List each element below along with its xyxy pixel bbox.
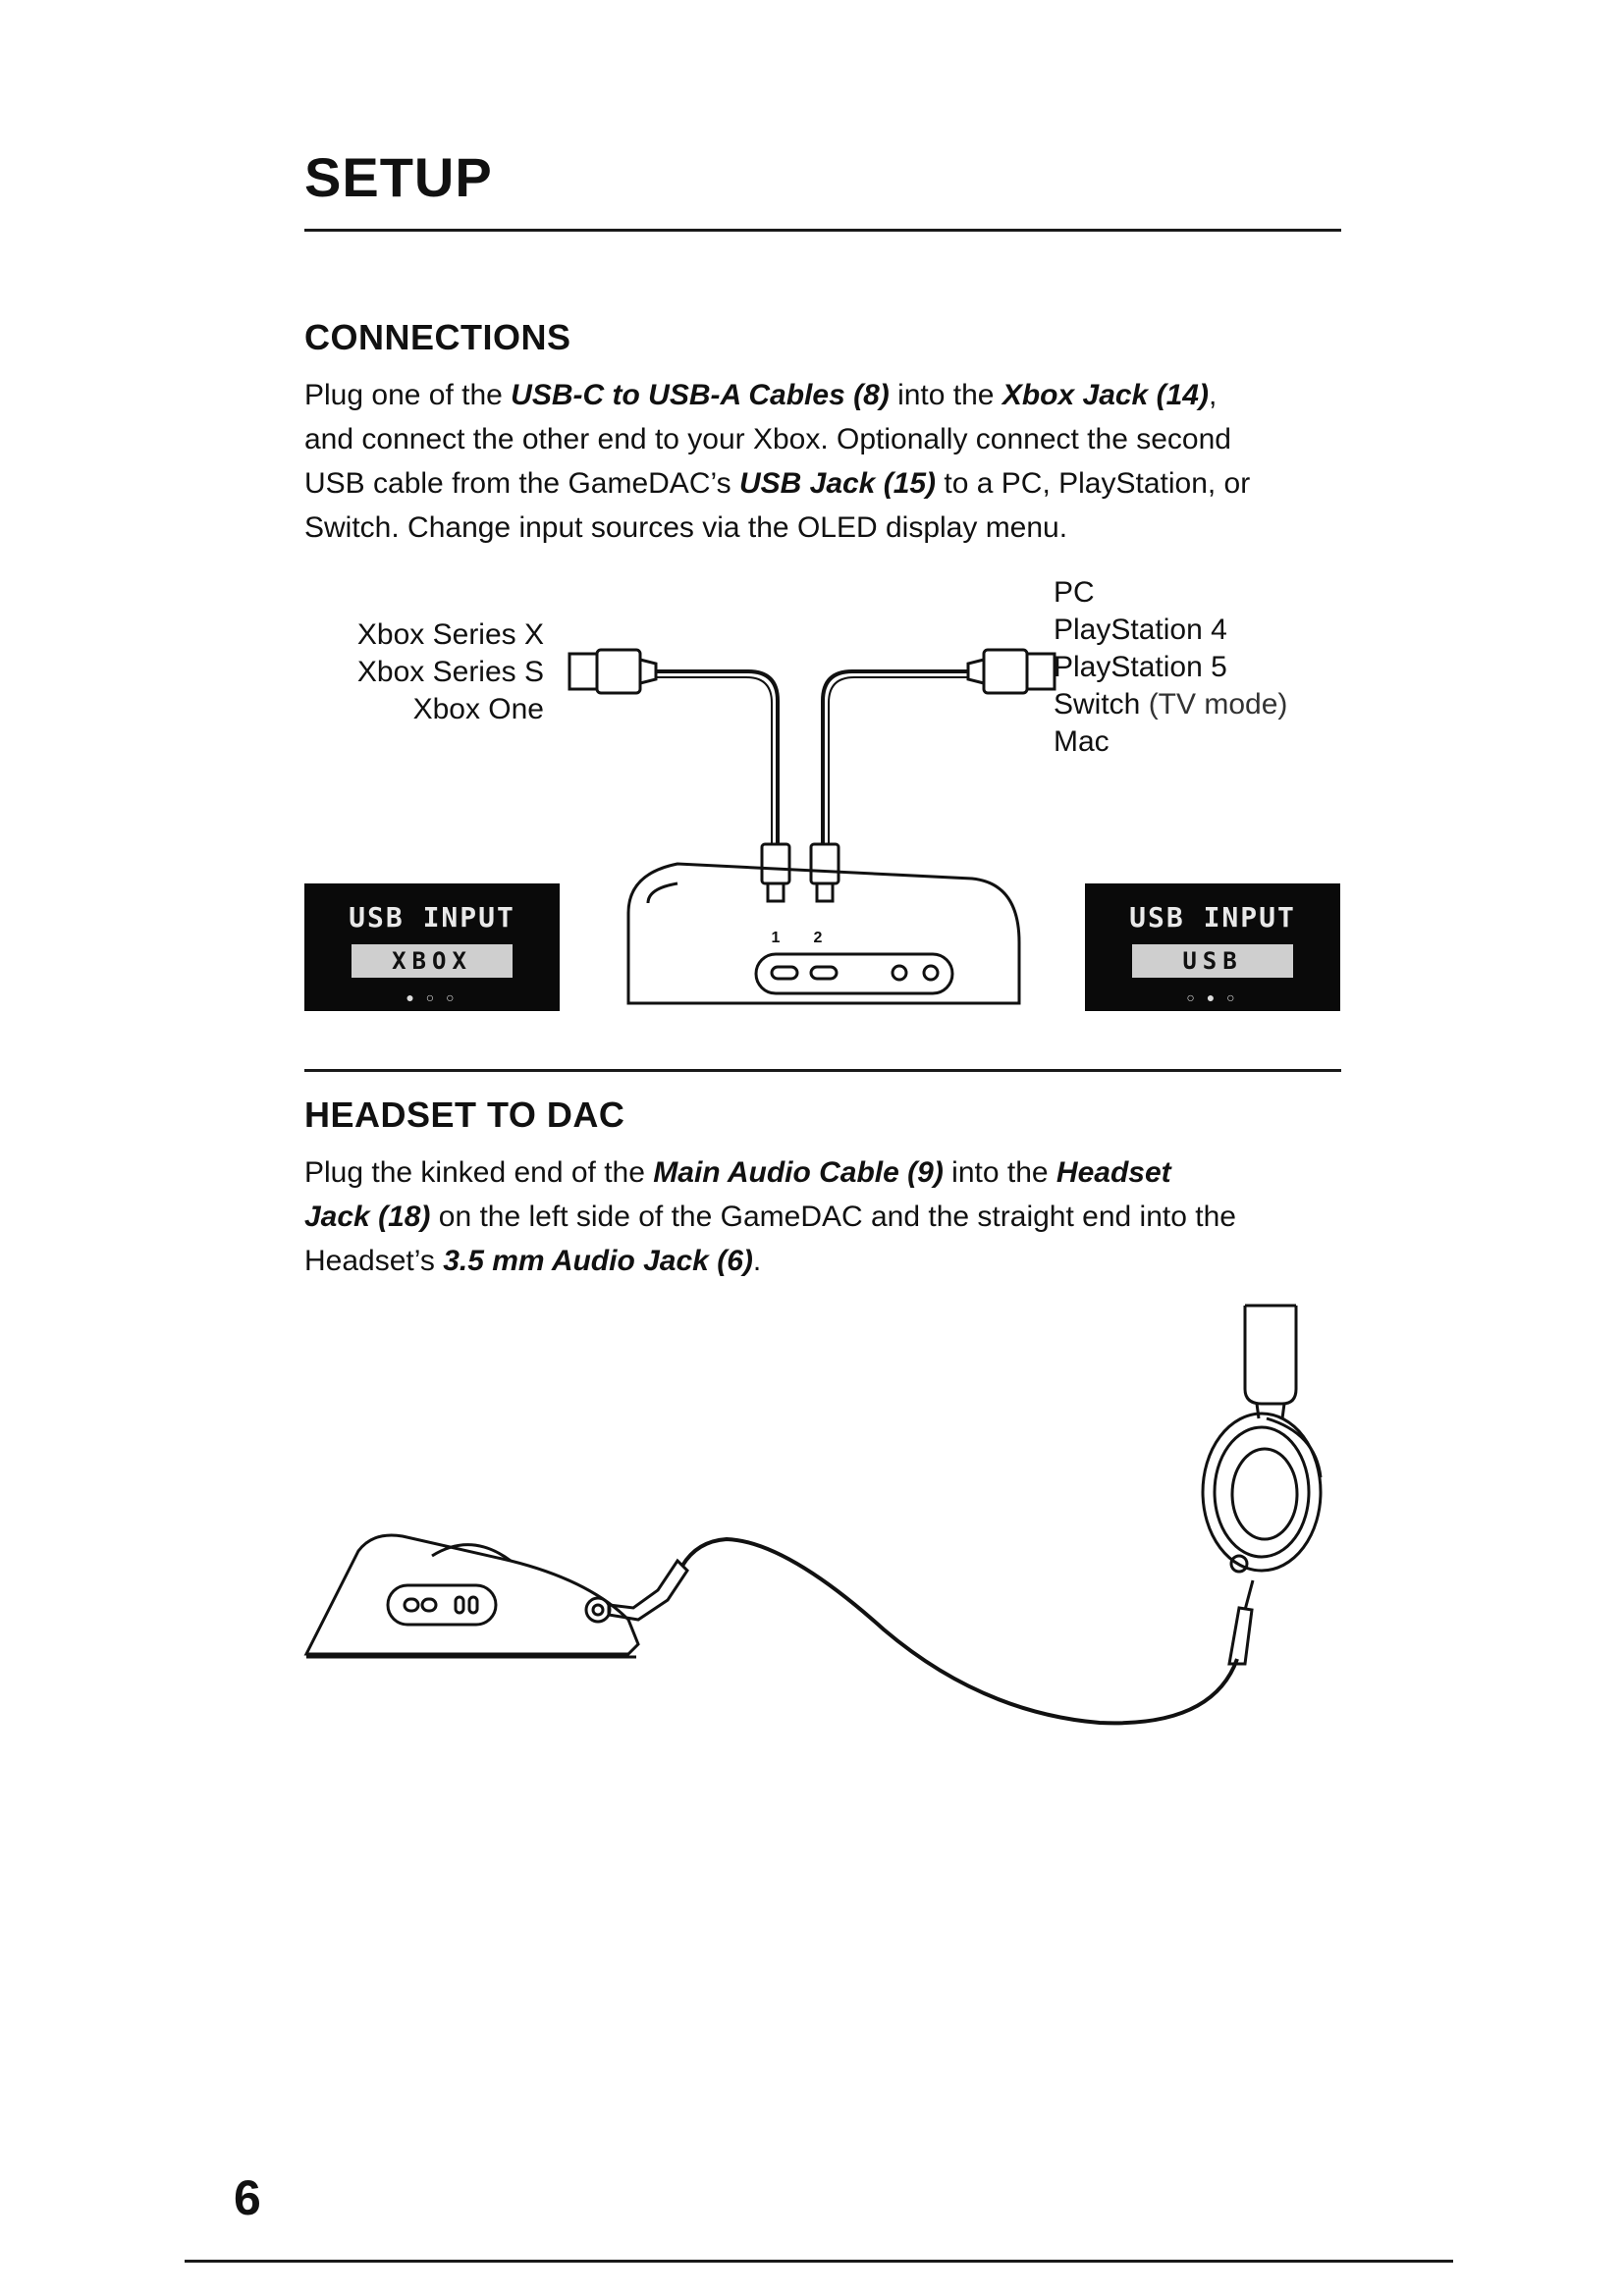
oled-selection: XBOX: [352, 944, 513, 978]
headset-line-2: Jack (18) on the left side of the GameDAC and the straight end into the: [304, 1201, 1236, 1233]
port-label-1: 1: [771, 930, 781, 946]
headset-earcup: [1215, 1427, 1309, 1557]
connections-line-4: Switch. Change input sources via the OLED display menu.: [304, 511, 1068, 544]
device-label: PC: [1054, 576, 1095, 609]
oled-title: USB INPUT: [1129, 901, 1296, 934]
device-label: Switch (TV mode): [1054, 688, 1288, 721]
headset-heading: HEADSET TO DAC: [304, 1095, 625, 1135]
port-label-2: 2: [813, 930, 823, 946]
headset-headband: [1245, 1306, 1296, 1404]
headset-line-1: Plug the kinked end of the Main Audio Cable (9) into the Headset: [304, 1156, 1171, 1189]
page-title: SETUP: [304, 146, 493, 208]
connections-heading: CONNECTIONS: [304, 317, 571, 357]
device-label: PlayStation 4: [1054, 614, 1227, 646]
main-audio-cable: [682, 1539, 1237, 1723]
gamedac-side-body: [306, 1535, 638, 1654]
device-label: Xbox Series X: [356, 618, 544, 651]
straight-plug: [1229, 1608, 1252, 1664]
oled-page-dots: ● ○ ○: [406, 989, 459, 1005]
device-label: PlayStation 5: [1054, 651, 1227, 683]
device-label: Mac: [1054, 725, 1110, 758]
footer-rule: [185, 2260, 1453, 2263]
oled-page-dots: ○ ● ○: [1186, 989, 1239, 1005]
connections-line-2: and connect the other end to your Xbox. Optionally connect the second: [304, 423, 1231, 455]
connections-line-1: Plug one of the USB-C to USB-A Cables (8) into the Xbox Jack (14),: [304, 379, 1218, 411]
headset-jack: [586, 1598, 610, 1622]
oled-title: USB INPUT: [349, 901, 515, 934]
device-label: Xbox Series S: [356, 656, 544, 688]
headset-earcup-outer: [1203, 1414, 1321, 1571]
oled-selection: USB: [1132, 944, 1293, 978]
headset-line-3: Headset’s 3.5 mm Audio Jack (6).: [304, 1245, 762, 1277]
connections-line-3: USB cable from the GameDAC’s USB Jack (15) to a PC, PlayStation, or: [304, 467, 1251, 500]
page-number: 6: [234, 2170, 261, 2225]
device-label: Xbox One: [412, 693, 544, 725]
